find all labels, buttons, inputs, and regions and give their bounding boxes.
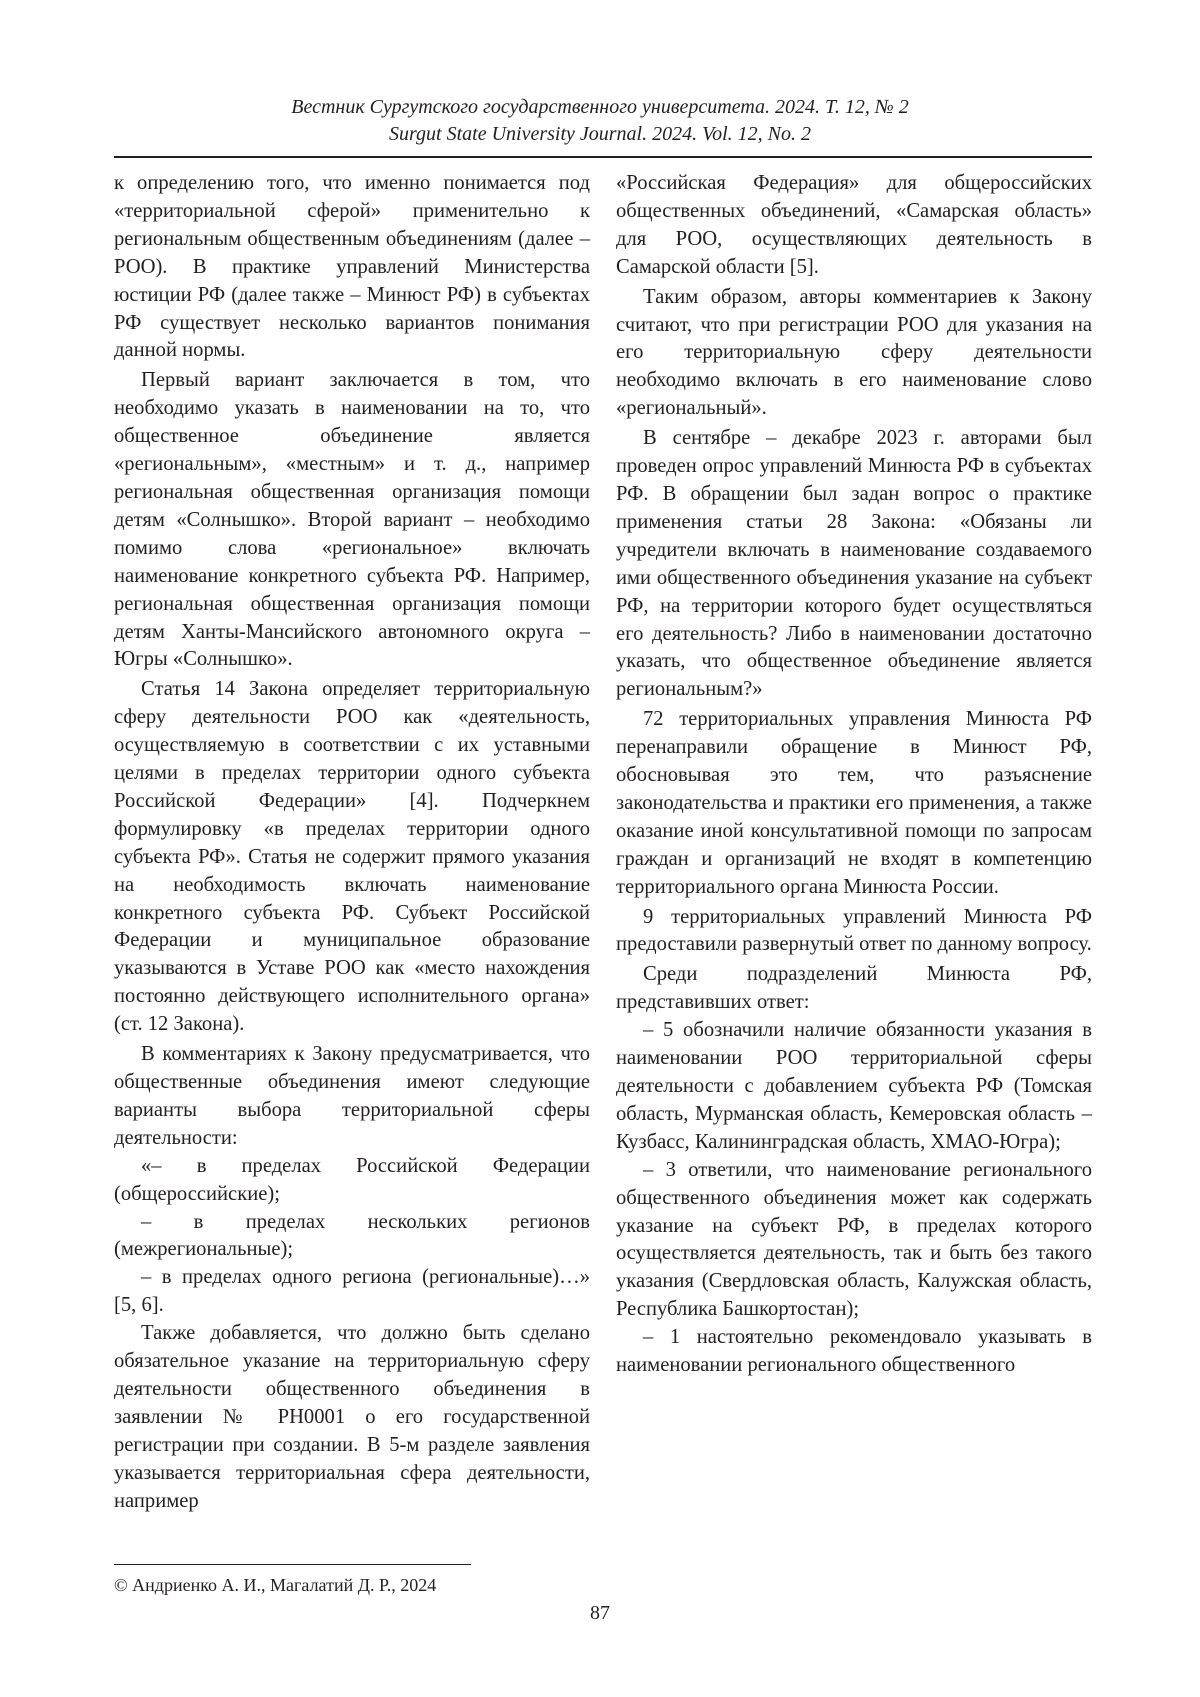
paragraph: 9 территориальных управлений Минюста РФ предоставили развернутый ответ по данному вопросу. xyxy=(616,905,1092,956)
paragraph: к определению того, что именно понимается под «территориальной сферой» применительно к региональным общественным объединениям (далее – РОО). В практике управлений Министерства юстиции РФ (далее также – Минюст РФ) в субъектах РФ существует несколько вариантов понимания данной нормы. xyxy=(114,172,590,362)
list-item: – 3 ответили, что наименование регионального общественного объединения может как содержать указание на субъект РФ, в пределах которого осуществляется деятельность, так и быть без такого указания (Свердловская область, Калужская область, Республика Башкортостан); xyxy=(616,1158,1092,1321)
footnote-rule xyxy=(114,1564,471,1565)
journal-title-en: Surgut State University Journal. 2024. Vol. 12, No. 2 xyxy=(388,123,811,145)
list-item: «– в пределах Российской Федерации (общероссийские); xyxy=(114,1154,590,1205)
paragraph: Таким образом, авторы комментариев к Закону считают, что при регистрации РОО для указания на его территориальную сферу деятельности необходимо включать в его наименование слово «региональный». xyxy=(616,285,1092,420)
paragraph: Первый вариант заключается в том, что необходимо указать в наименовании на то, что общественное объединение является «региональным», «местным» и т. д., например региональная общественная организация помощи детям «Солнышко». Второй вариант – необходимо помимо слова «региональное» включать наименование конкретного субъекта РФ. Например, региональная общественная организация помощи детям Ханты-Мансийского автономного округа – Югры «Солнышко». xyxy=(114,369,590,671)
copyright-notice: © Андриенко А. И., Магалатий Д. Р., 2024 xyxy=(114,1575,437,1595)
paragraph: Статья 14 Закона определяет территориальную сферу деятельности РОО как «деятельность, осуществляемую в соответствии с их уставными целями в пределах территории одного субъекта Российской Федерации» [4]. Подчеркнем формулировку «в пределах территории одного субъекта РФ». Статья не содержит прямого указания на необходимость включать наименование конкретного субъекта РФ. Субъект Российской Федерации и муниципальное образование указываются в Уставе РОО как «место нахождения постоянно действующего исполнительного органа» (ст. 12 Закона). xyxy=(114,678,590,1036)
paragraph: Также добавляется, что должно быть сделано обязательное указание на территориальную сферу деятельности общественного объединения в заявлении № РН0001 о его государственной регистрации при создании. В 5-м разделе заявления указывается территориальная сфера деятельности, например xyxy=(114,1322,590,1512)
paragraph: Среди подразделений Минюста РФ, представивших ответ: xyxy=(616,963,1092,1014)
page-number: 87 xyxy=(590,1602,610,1624)
list-item: – 1 настоятельно рекомендовало указывать в наименовании регионального общественного xyxy=(616,1326,1092,1377)
list-item: – в пределах нескольких регионов (межрегиональные); xyxy=(114,1210,590,1261)
paragraph: В комментариях к Закону предусматривается, что общественные объединения имеют следующие варианты выбора территориальной сферы деятельности: xyxy=(114,1043,590,1149)
paragraph: В сентябре – декабре 2023 г. авторами был проведен опрос управлений Минюста РФ в субъектах РФ. В обращении был задан вопрос о практике применения статьи 28 Закона: «Обязаны ли учредители включать в наименование создаваемого ими общественного объединения указание на субъект РФ, на территории которого будет осуществляться его деятельность? Либо в наименовании достаточно указать, что общественное объединение является региональным?» xyxy=(616,427,1092,701)
list-item: – 5 обозначили наличие обязанности указания в наименовании РОО территориальной сферы деятельности с добавлением субъекта РФ (Томская область, Мурманская область, Кемеровская область – Кузбасс, Калининградская область, ХМАО-Югра); xyxy=(616,1019,1092,1153)
header-rule xyxy=(114,156,1092,158)
left-column xyxy=(114,170,590,1516)
paragraph: 72 территориальных управления Минюста РФ перенаправили обращение в Минюст РФ, обосновывая это тем, что разъяснение законодательства и практики его применения, а также оказание иной консультативной помощи по запросам граждан и организаций не входят в компетенцию территориального органа Минюста России. xyxy=(616,708,1092,898)
right-column xyxy=(616,170,1092,1380)
journal-title-ru: Вестник Сургутского государственного университета. 2024. Т. 12, № 2 xyxy=(291,96,909,118)
paragraph: «Российская Федерация» для общероссийских общественных объединений, «Самарская область» для РОО, осуществляющих деятельность в Самарской области [5]. xyxy=(616,172,1092,278)
list-item: – в пределах одного региона (региональные)…» [5, 6]. xyxy=(114,1266,590,1317)
running-head xyxy=(0,94,1200,148)
